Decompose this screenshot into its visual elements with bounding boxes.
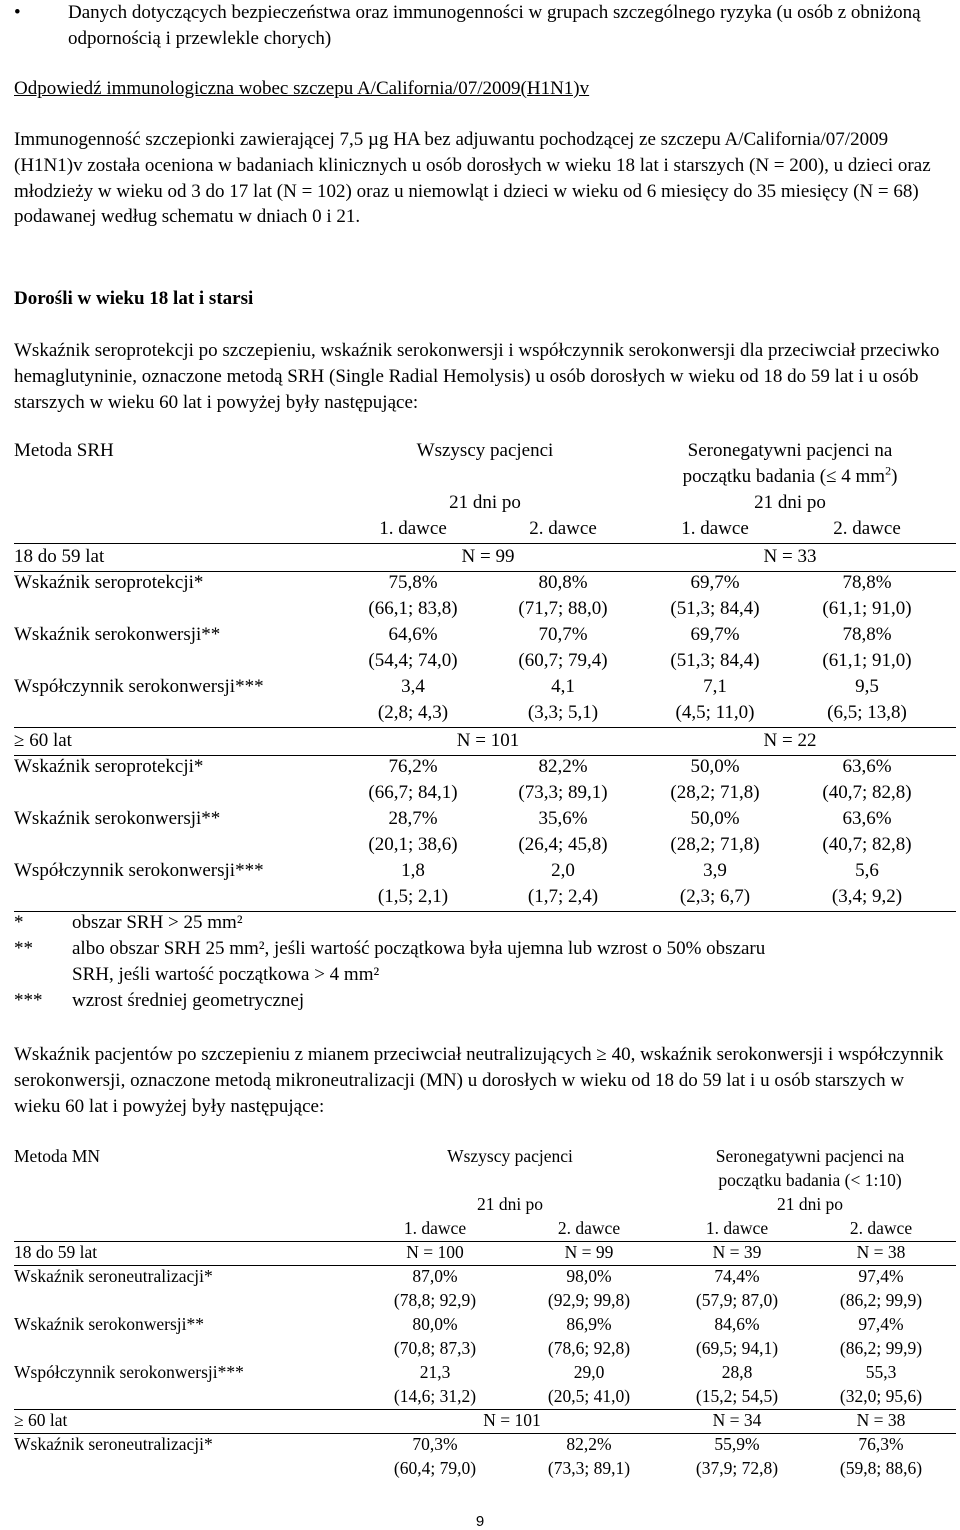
cell-ci: (1,7; 2,4) (527, 886, 599, 907)
srh-days-after-all: 21 dni po (449, 492, 521, 513)
cell-ci: (60,4; 79,0) (393, 1458, 477, 1478)
mn-group-n: N = 100 (406, 1242, 464, 1262)
bullet-text: Danych dotyczących bezpieczeństwa oraz immunogenności w grupach szczególnego ryzyka (u osób z obniżoną odpornością i przewlekle chorych) (68, 2, 921, 49)
mn-seroneg-header-1: Seronegatywni pacjenci na (715, 1146, 905, 1166)
cell-ci: (40,7; 82,8) (822, 782, 912, 803)
cell-value: 80,0% (412, 1314, 458, 1334)
cell-ci: (28,2; 71,8) (670, 834, 760, 855)
cell-value: 9,5 (855, 676, 879, 697)
row-label: Wskaźnik serokonwersji** (14, 624, 221, 645)
cell-value: 75,8% (388, 572, 438, 593)
cell-value: 4,1 (551, 676, 575, 697)
cell-value: 74,4% (714, 1266, 760, 1286)
cell-ci: (6,5; 13,8) (827, 702, 907, 723)
cell-value: 87,0% (412, 1266, 458, 1286)
footnote-mark: * (14, 912, 24, 933)
mn-method-header: Metoda MN (14, 1146, 101, 1166)
cell-value: 64,6% (388, 624, 438, 645)
mn-dose2-seroneg: 2. dawce (849, 1218, 913, 1238)
cell-value: 7,1 (703, 676, 727, 697)
cell-ci: (66,7; 84,1) (368, 782, 458, 803)
row-label: Współczynnik serokonwersji*** (14, 1362, 244, 1382)
cell-ci: (37,9; 72,8) (695, 1458, 779, 1478)
cell-value: 55,9% (714, 1434, 760, 1454)
cell-value: 35,6% (538, 808, 588, 829)
mn-group-n: N = 39 (712, 1242, 762, 1262)
cell-value: 50,0% (690, 808, 740, 829)
cell-ci: (73,3; 89,1) (518, 782, 608, 803)
cell-ci: (69,5; 94,1) (695, 1338, 779, 1358)
cell-ci: (78,6; 92,8) (547, 1338, 631, 1358)
footnote-text: obszar SRH > 25 mm² (72, 912, 243, 933)
mn-dose1-all: 1. dawce (403, 1218, 467, 1238)
mn-days-after-seroneg: 21 dni po (776, 1194, 844, 1214)
srh-divider (14, 727, 956, 728)
srh-dose1-all: 1. dawce (379, 518, 447, 539)
srh-group-label: 18 do 59 lat (14, 546, 105, 567)
cell-ci: (14,6; 31,2) (393, 1386, 477, 1406)
row-label: Wskaźnik seroprotekcji* (14, 756, 204, 777)
row-label: Wskaźnik serokonwersji** (14, 808, 221, 829)
cell-ci: (60,7; 79,4) (518, 650, 608, 671)
footnote-text: wzrost średniej geometrycznej (72, 990, 305, 1011)
srh-method-header: Metoda SRH (14, 440, 114, 461)
row-label: Współczynnik serokonwersji*** (14, 676, 264, 697)
cell-ci: (4,5; 11,0) (675, 702, 755, 723)
intro-paragraph: Immunogenność szczepionki zawierającej 7,5 µg HA bez adjuwantu pochodzącej ze szczepu A/California/07/2009 (H1N1)v została oceniona w badaniach klinicznych u osób dorosłych w wieku 18 lat i starszych (N = 200), u dzieci oraz młodzieży w wieku od 3 do 17 lat (N = 102) oraz u niemowląt i dzieci w wieku od 6 miesięcy do 35 miesięcy (N = 68) podawanej według schematu w dniach 0 i 21. (14, 129, 931, 228)
cell-value: 69,7% (690, 624, 740, 645)
cell-value: 78,8% (842, 572, 892, 593)
cell-value: 80,8% (538, 572, 588, 593)
cell-ci: (86,2; 99,9) (839, 1290, 923, 1310)
mn-dose1-seroneg: 1. dawce (705, 1218, 769, 1238)
cell-ci: (26,4; 45,8) (518, 834, 608, 855)
row-label: Wskaźnik seroneutralizacji* (14, 1266, 213, 1286)
footnote-mark: ** (14, 938, 33, 959)
cell-value: 63,6% (842, 756, 892, 777)
srh-group-n-all: N = 99 (461, 546, 515, 567)
cell-ci: (57,9; 87,0) (695, 1290, 779, 1310)
cell-value: 5,6 (855, 860, 879, 881)
srh-dose2-all: 2. dawce (529, 518, 597, 539)
cell-ci: (54,4; 74,0) (368, 650, 458, 671)
cell-value: 86,9% (566, 1314, 612, 1334)
cell-ci: (1,5; 2,1) (377, 886, 449, 907)
cell-ci: (78,8; 92,9) (393, 1290, 477, 1310)
cell-value: 29,0 (573, 1362, 605, 1382)
mn-dose2-all: 2. dawce (557, 1218, 621, 1238)
cell-ci: (51,3; 84,4) (670, 598, 760, 619)
cell-value: 82,2% (538, 756, 588, 777)
cell-ci: (70,8; 87,3) (393, 1338, 477, 1358)
bullet-icon: • (14, 2, 21, 23)
cell-value: 97,4% (858, 1314, 904, 1334)
mn-paragraph: Wskaźnik pacjentów po szczepieniu z mianem przeciwciał neutralizujących ≥ 40, wskaźnik serokonwersji i współczynnik serokonwersji, oznaczone metodą mikroneutralizacji (MN) u dorosłych w wieku od 18 do 59 lat i u osób starszych w wieku 60 lat i powyżej były następujące: (14, 1044, 944, 1117)
mn-group-label: 18 do 59 lat (14, 1242, 98, 1262)
srh-group-n-seroneg: N = 22 (763, 730, 817, 751)
cell-value: 28,7% (388, 808, 438, 829)
page-number: 9 (475, 1513, 485, 1530)
cell-ci: (73,3; 89,1) (547, 1458, 631, 1478)
cell-value: 21,3 (419, 1362, 451, 1382)
cell-ci: (20,1; 38,6) (368, 834, 458, 855)
cell-value: 70,7% (538, 624, 588, 645)
cell-value: 70,3% (412, 1434, 458, 1454)
cell-value: 3,9 (703, 860, 727, 881)
srh-seroneg-header-2: początku badania (≤ 4 $mm^2$) (682, 463, 898, 487)
cell-ci: (2,8; 4,3) (377, 702, 449, 723)
cell-value: 50,0% (690, 756, 740, 777)
cell-ci: (2,3; 6,7) (679, 886, 751, 907)
srh-seroneg-header-1: Seronegatywni pacjenci na (687, 440, 893, 461)
srh-days-after-seroneg: 21 dni po (754, 492, 826, 513)
cell-ci: (51,3; 84,4) (670, 650, 760, 671)
mn-group-n: N = 38 (856, 1242, 906, 1262)
section-title: Odpowiedź immunologiczna wobec szczepu A/California/07/2009(H1N1)v (14, 78, 590, 99)
srh-divider-top (14, 543, 956, 544)
cell-ci: (20,5; 41,0) (547, 1386, 631, 1406)
cell-value: 55,3 (865, 1362, 897, 1382)
srh-all-patients-header: Wszyscy pacjenci (416, 440, 554, 461)
cell-value: 82,2% (566, 1434, 612, 1454)
srh-dose2-seroneg: 2. dawce (833, 518, 901, 539)
cell-value: 69,7% (690, 572, 740, 593)
cell-ci: (15,2; 54,5) (695, 1386, 779, 1406)
mn-group-n-seroneg: N = 38 (856, 1410, 906, 1430)
footnote-mark: *** (14, 990, 43, 1011)
cell-ci: (3,4; 9,2) (831, 886, 903, 907)
cell-value: 76,2% (388, 756, 438, 777)
row-label: Wskaźnik seroneutralizacji* (14, 1434, 213, 1454)
mn-seroneg-header-2: początku badania (< 1:10) (718, 1170, 902, 1190)
cell-ci: (40,7; 82,8) (822, 834, 912, 855)
cell-ci: (3,3; 5,1) (527, 702, 599, 723)
srh-group-label: ≥ 60 lat (14, 730, 72, 751)
adults-heading: Dorośli w wieku 18 lat i starsi (14, 288, 254, 309)
cell-value: 2,0 (551, 860, 575, 881)
cell-ci: (86,2; 99,9) (839, 1338, 923, 1358)
cell-ci: (32,0; 95,6) (839, 1386, 923, 1406)
mn-days-after-all: 21 dni po (476, 1194, 544, 1214)
cell-value: 98,0% (566, 1266, 612, 1286)
srh-group-n-all: N = 101 (456, 730, 520, 751)
cell-ci: (61,1; 91,0) (822, 598, 912, 619)
footnote-text: albo obszar SRH 25 mm², jeśli wartość początkowa była ujemna lub wzrost o 50% obszaru (72, 938, 766, 959)
cell-value: 63,6% (842, 808, 892, 829)
cell-ci: (28,2; 71,8) (670, 782, 760, 803)
cell-ci: (71,7; 88,0) (518, 598, 608, 619)
srh-dose1-seroneg: 1. dawce (681, 518, 749, 539)
mn-group-n: N = 99 (564, 1242, 614, 1262)
row-label: Wskaźnik seroprotekcji* (14, 572, 204, 593)
mn-group-label: ≥ 60 lat (14, 1410, 68, 1430)
footnote-text-cont: SRH, jeśli wartość początkowa > 4 mm² (72, 964, 380, 985)
cell-value: 1,8 (401, 860, 425, 881)
cell-value: 3,4 (401, 676, 425, 697)
cell-value: 97,4% (858, 1266, 904, 1286)
cell-ci: (66,1; 83,8) (368, 598, 458, 619)
mn-group-n-seroneg: N = 34 (712, 1410, 762, 1430)
row-label: Współczynnik serokonwersji*** (14, 860, 264, 881)
mn-group-n-all: N = 101 (483, 1410, 541, 1430)
cell-ci: (59,8; 88,6) (839, 1458, 923, 1478)
row-label: Wskaźnik serokonwersji** (14, 1314, 205, 1334)
cell-ci: (61,1; 91,0) (822, 650, 912, 671)
cell-value: 78,8% (842, 624, 892, 645)
cell-ci: (92,9; 99,8) (547, 1290, 631, 1310)
mn-all-patients-header: Wszyscy pacjenci (447, 1146, 573, 1166)
cell-value: 76,3% (858, 1434, 904, 1454)
cell-value: 84,6% (714, 1314, 760, 1334)
srh-paragraph: Wskaźnik seroprotekcji po szczepieniu, wskaźnik serokonwersji i współczynnik serokonwersji dla przeciwciał przeciwko hemaglutyninie, oznaczone metodą SRH (Single Radial Hemolysis) u osób dorosłych w wieku od 18 do 59 lat i u osób starszych w wieku 60 lat i powyżej były następujące: (14, 340, 940, 413)
cell-value: 28,8 (721, 1362, 753, 1382)
srh-group-n-seroneg: N = 33 (763, 546, 817, 567)
